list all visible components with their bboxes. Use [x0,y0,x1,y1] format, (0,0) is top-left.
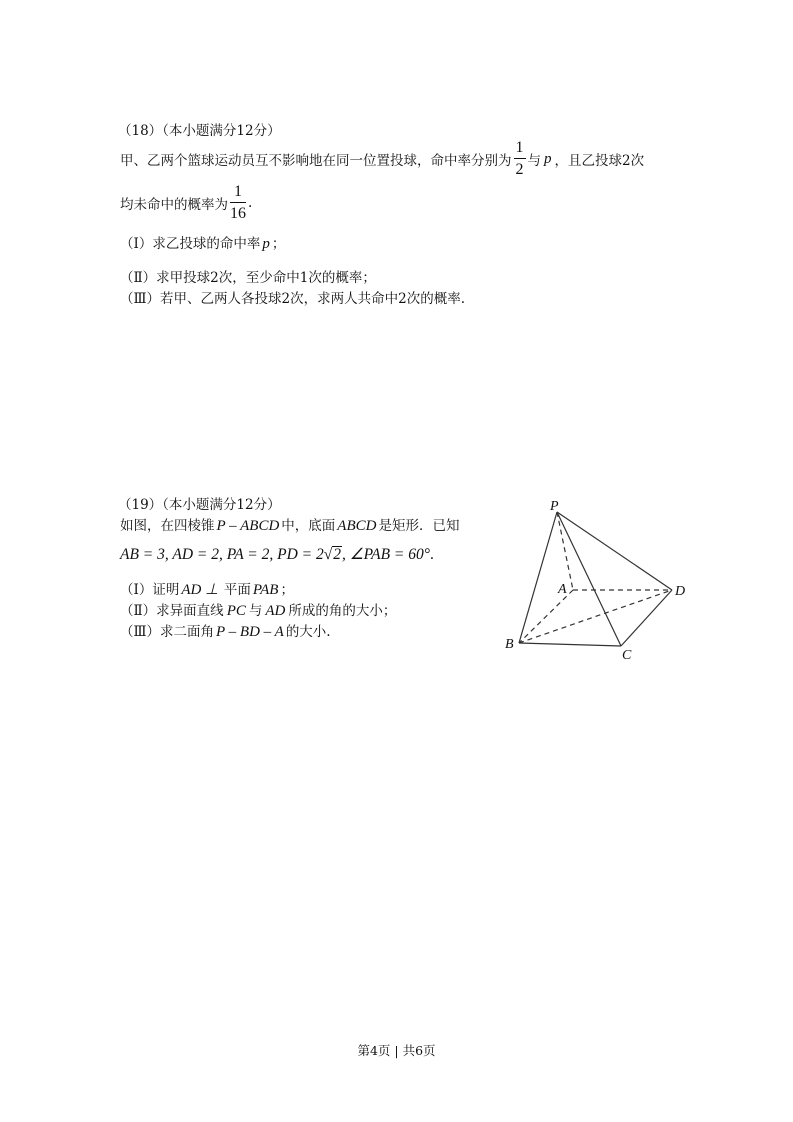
q18-part1-post: ； [271,236,286,252]
q19-line1-mid: 中，底面 [281,518,336,534]
q19-part3-pre: （Ⅲ）求二面角 [120,624,215,640]
q18-part1-var-p: p [262,236,270,252]
q19-part2-post: 所成的角的大小； [288,603,397,619]
q19-part3-math: P – BD – A [216,624,284,640]
q18-line1 [120,138,644,180]
q18-var-p: p [544,150,552,167]
q19-part1-mid: 平面 [223,582,251,598]
q19-part2-ad: AD [265,603,286,619]
q19-cond-end: . [429,546,434,563]
q18-part1-text: （Ⅰ）求乙投球的命中率 [120,236,261,252]
q19-part1-post: ； [280,582,294,598]
q19-pyramid-name: P – ABCD [216,518,280,534]
q19-part2-mid: 与 [248,603,263,619]
q19-part2-pc: PC [226,603,246,619]
q19-part3 [120,620,331,641]
q19-base-name: ABCD [337,518,377,534]
q19-part3-post: 的大小. [285,624,331,640]
q18-line2-post: . [248,195,253,211]
q19-cond-a: AB = 3, AD = 2, PA = 2, PD = 2 [120,546,324,563]
q18-part1 [120,232,285,253]
edge-PC [557,512,621,646]
q19-header: （19）（本小题满分12分） [118,497,281,513]
q19-part2-pre: （Ⅱ）求异面直线 [120,603,224,619]
q18-part2: （Ⅱ）求甲投球2次，至少命中1次的概率； [120,270,376,286]
q19-part2 [120,599,396,620]
q19-sqrt-radicand: 2 [333,546,341,563]
q19-part1 [120,578,294,599]
pyramid-figure [500,498,700,668]
q18-line1-pre: 甲、乙两个篮球运动员互不影响地在同一位置投球，命中率分别为 [120,153,512,169]
q19-sqrt: √2 [323,546,341,563]
q19-part1-math: AD ⊥ [181,582,222,598]
edge-PB [519,512,557,643]
q18-frac2-numerator: 1 [230,184,246,203]
q18-header: （18）（本小题满分12分） [118,123,281,139]
vertex-label-C: C [622,648,632,663]
q18-fraction-one-sixteenth [230,184,246,222]
q18-frac1-numerator: 1 [514,140,526,159]
q18-line2-pre: 均未命中的概率为 [120,197,228,213]
vertex-label-B: B [505,637,514,652]
q19-conditions [120,545,434,564]
q18-frac1-denominator: 2 [515,161,524,178]
edge-BC [519,643,621,646]
q18-frac2-denominator: 16 [230,205,246,222]
vertex-label-D: D [675,584,686,599]
q18-fraction-one-half [514,140,526,178]
q19-cond-b: , ∠PAB = 60° [342,546,430,563]
vertex-label-A: A [558,582,567,597]
q19-part1-plane: PAB [252,582,279,598]
q19-line1-pre: 如图，在四棱锥 [120,518,215,534]
edge-PA-hidden [557,512,573,590]
edge-BD-hidden [519,590,672,643]
q18-line1-post: ，且乙投球2次 [554,153,645,169]
vertex-label-P: P [550,499,559,514]
q19-line1-post: 是矩形．已知 [378,518,460,534]
q19-part1-pre: （Ⅰ）证明 [120,582,180,598]
q18-part3: （Ⅲ）若甲、乙两人各投球2次，求两人共命中2次的概率. [120,291,465,307]
q18-conj: 与 [527,153,541,169]
q18-line2 [120,182,252,224]
q19-line1 [120,514,459,535]
edge-PD [557,512,672,590]
page-footer: 第4页 | 共6页 [357,1043,436,1058]
